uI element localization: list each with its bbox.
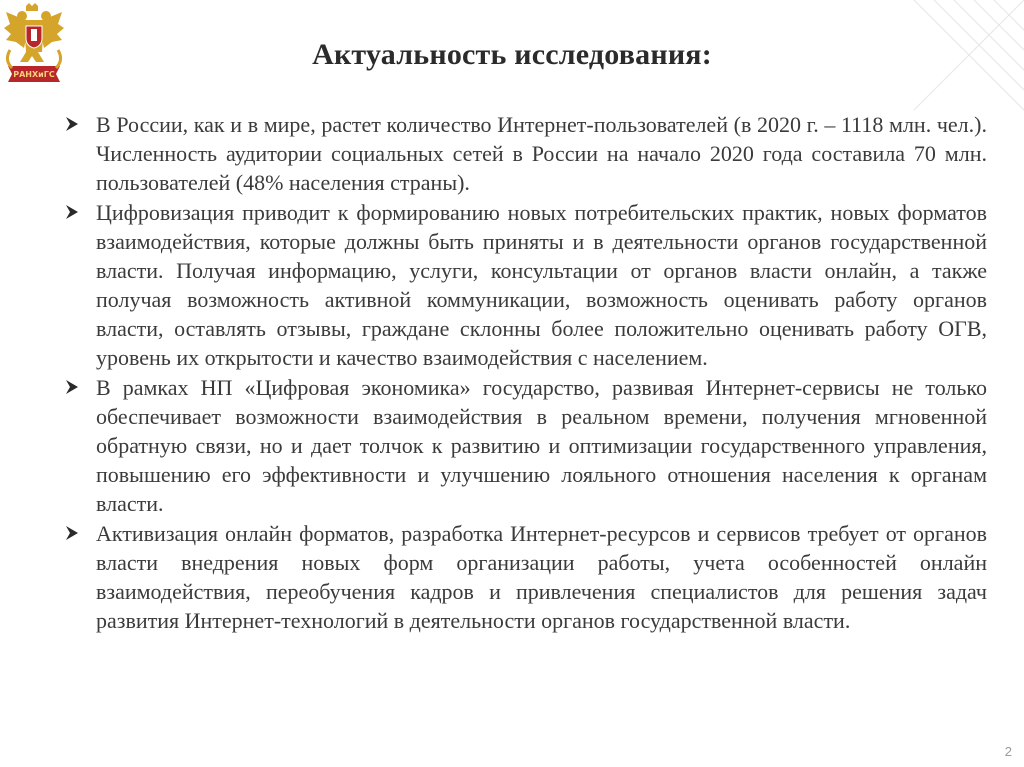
bullet-text: Цифровизация приводит к формированию новых потребительских практик, новых форматов взаимодействия, которые должны быть приняты и в деятельности органов государственной власти. Получая информацию, услуги, консультации от органов власти онлайн, а также получая возможность активной коммуникации, возможность оценивать работу органов власти, оставлять отзывы, граждане склонны более положительно оценивать работу ОГВ, уровень их открытости и качество взаимодействия с населением. <box>96 200 987 370</box>
arrow-bullet-icon <box>64 378 82 396</box>
arrow-bullet-icon <box>64 203 82 221</box>
bullet-list <box>64 110 987 636</box>
bullet-item <box>64 373 987 518</box>
page-number: 2 <box>1004 744 1012 759</box>
arrow-bullet-icon <box>64 115 82 133</box>
arrow-bullet-icon <box>64 524 82 542</box>
bullet-text: В России, как и в мире, растет количество Интернет-пользователей (в 2020 г. – 1118 млн. чел.). Численность аудитории социальных сетей в России на начало 2020 года составила 70 млн. пользователей (48% населения страны). <box>96 112 987 195</box>
bullet-item <box>64 110 987 197</box>
svg-text:РАНХиГС: РАНХиГС <box>13 70 55 79</box>
slide-title: Актуальность исследования: <box>312 38 712 71</box>
bullet-item <box>64 519 987 635</box>
bullet-item <box>64 198 987 372</box>
bullet-text: В рамках НП «Цифровая экономика» государство, развивая Интернет-сервисы не только обеспечивает возможности взаимодействия в реальном времени, получения мгновенной обратную связи, но и дает толчок к развитию и оптимизации государственного управления, повышению его эффективности и улучшению лояльного отношения населения к органам власти. <box>96 375 987 516</box>
bullet-text: Активизация онлайн форматов, разработка Интернет-ресурсов и сервисов требует от органов власти внедрения новых форм организации работы, учета особенностей онлайн взаимодействия, переобучения кадров и привлечения специалистов для решения задач развития Интернет-технологий в деятельности органов государственной власти. <box>96 521 987 633</box>
